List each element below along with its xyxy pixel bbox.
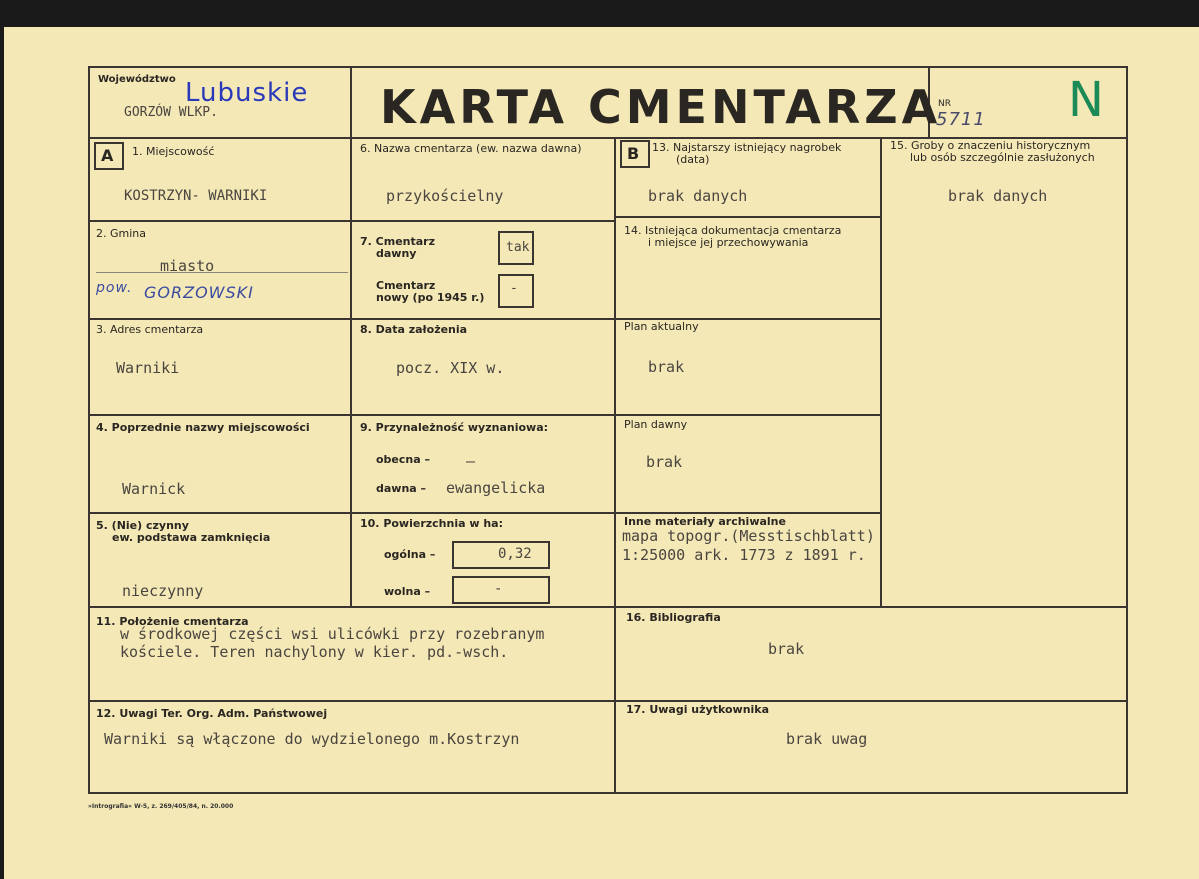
row-rule-3 bbox=[88, 414, 880, 416]
groby-label-2: lub osób szczególnie zasłużonych bbox=[910, 151, 1095, 164]
dokumentacja-label-1: 14. Istniejąca dokumentacja cmentarza bbox=[624, 224, 842, 237]
czynny-label-2: ew. podstawa zamknięcia bbox=[112, 531, 271, 544]
ogolna-value: 0,32 bbox=[498, 546, 532, 562]
nr-label: NR bbox=[938, 99, 951, 109]
row-rule-1b bbox=[614, 216, 880, 218]
uwagi-uzytkownika-label: 17. Uwagi użytkownika bbox=[626, 703, 770, 716]
section-b-box bbox=[620, 140, 650, 168]
obecna-label: obecna – bbox=[376, 453, 430, 466]
adres-value: Warniki bbox=[116, 359, 180, 377]
adres-label: 3. Adres cmentarza bbox=[96, 323, 204, 336]
row-rule-4 bbox=[88, 512, 880, 514]
uwagi-uzytkownika-value: brak uwag bbox=[786, 730, 868, 748]
nazwa-label: 6. Nazwa cmentarza (ew. nazwa dawna) bbox=[360, 142, 582, 155]
nazwa-value: przykościelny bbox=[386, 187, 504, 205]
polozenie-value-2: kościele. Teren nachylony w kier. pd.-wsch. bbox=[120, 643, 509, 661]
cmentarz-nowy-label-1: Cmentarz bbox=[376, 279, 436, 292]
cmentarz-dawny-label-2: dawny bbox=[376, 247, 417, 260]
nagrobek-value: brak danych bbox=[648, 187, 748, 205]
poprzednie-label: 4. Poprzednie nazwy miejscowości bbox=[96, 421, 310, 434]
wojewodztwo-stamp: Lubuskie bbox=[185, 78, 309, 108]
bibliografia-label: 16. Bibliografia bbox=[626, 611, 721, 624]
wojewodztwo-label: Województwo bbox=[98, 74, 176, 85]
dokumentacja-label-2: i miejsce jej przechowywania bbox=[648, 236, 809, 249]
plan-aktualny-value: brak bbox=[648, 358, 685, 376]
wolna-box bbox=[452, 576, 550, 604]
cmentarz-nowy-value: - bbox=[510, 281, 518, 296]
bibliografia-value: brak bbox=[768, 640, 805, 658]
dawna-value: ewangelicka bbox=[446, 479, 546, 497]
cmentarz-dawny-label-1: 7. Cmentarz bbox=[360, 235, 435, 248]
section-b-mark: B bbox=[627, 144, 640, 163]
czynny-label-1: 5. (Nie) czynny bbox=[96, 519, 189, 532]
inne-value-2: 1:25000 ark. 1773 z 1891 r. bbox=[622, 546, 866, 564]
wolna-value: - bbox=[494, 581, 503, 597]
card-title: KARTA CMENTARZA bbox=[380, 80, 942, 134]
wolna-label: wolna – bbox=[384, 585, 431, 598]
powierzchnia-label: 10. Powierzchnia w ha: bbox=[360, 517, 504, 530]
section-a-mark: A bbox=[101, 146, 114, 165]
cmentarz-dawny-box bbox=[498, 231, 534, 265]
row-rule-5 bbox=[88, 606, 1128, 608]
data-zalozenia-value: pocz. XIX w. bbox=[396, 359, 505, 377]
uwagi-adm-label: 12. Uwagi Ter. Org. Adm. Państwowej bbox=[96, 707, 328, 720]
polozenie-label: 11. Położenie cmentarza bbox=[96, 615, 249, 628]
gmina-label: 2. Gmina bbox=[96, 227, 146, 240]
data-zalozenia-label: 8. Data założenia bbox=[360, 323, 468, 336]
section-a-box bbox=[94, 142, 124, 170]
row-rule-6 bbox=[88, 700, 1128, 702]
dawna-label: dawna – bbox=[376, 482, 427, 495]
nagrobek-label-1: 13. Najstarszy istniejący nagrobek bbox=[652, 141, 842, 154]
ogolna-box bbox=[452, 541, 550, 569]
col-rule-3 bbox=[880, 137, 882, 608]
plan-aktualny-label: Plan aktualny bbox=[624, 320, 699, 333]
col-rule-2 bbox=[614, 137, 616, 792]
wyznanie-label: 9. Przynależność wyznaniowa: bbox=[360, 421, 549, 434]
gmina-hand-prefix: pow. bbox=[96, 280, 133, 296]
polozenie-value-1: w środkowej części wsi ulicówki przy rozebranym bbox=[120, 625, 545, 643]
gmina-divider bbox=[96, 272, 348, 273]
printer-imprint: »Intrografia« W-5, z. 269/405/84, n. 20.000 bbox=[88, 803, 234, 810]
col-rule-1 bbox=[350, 66, 352, 608]
miejscowosc-label: 1. Miejscowość bbox=[132, 145, 215, 158]
wojewodztwo-typed: GORZÓW WLKP. bbox=[124, 105, 218, 120]
letter-mark: N bbox=[1068, 72, 1104, 128]
inne-label: Inne materiały archiwalne bbox=[624, 515, 786, 528]
groby-value: brak danych bbox=[948, 187, 1048, 205]
poprzednie-value: Warnick bbox=[122, 480, 186, 498]
cmentarz-nowy-box bbox=[498, 274, 534, 308]
miejscowosc-value: KOSTRZYN- WARNIKI bbox=[124, 188, 268, 204]
gmina-hand: GORZOWSKI bbox=[144, 283, 254, 302]
right-border bbox=[1126, 66, 1128, 794]
row-rule-2 bbox=[88, 318, 880, 320]
groby-label-1: 15. Groby o znaczeniu historycznym bbox=[890, 139, 1091, 152]
inne-value-1: mapa topogr.(Messtischblatt) bbox=[622, 527, 875, 545]
bottom-border bbox=[88, 792, 1128, 794]
nr-value: 5711 bbox=[936, 109, 986, 130]
plan-dawny-value: brak bbox=[646, 453, 683, 471]
czynny-value: nieczynny bbox=[122, 582, 204, 600]
ogolna-label: ogólna – bbox=[384, 548, 436, 561]
uwagi-adm-value: Warniki są włączone do wydzielonego m.Kostrzyn bbox=[104, 730, 520, 748]
gmina-value: miasto bbox=[160, 257, 215, 275]
obecna-value: – bbox=[466, 452, 476, 470]
plan-dawny-label: Plan dawny bbox=[624, 418, 688, 431]
cmentarz-dawny-value: tak bbox=[506, 240, 530, 255]
left-border bbox=[88, 66, 90, 794]
top-border bbox=[88, 66, 1128, 68]
cmentarz-nowy-label-2: nowy (po 1945 r.) bbox=[376, 291, 485, 304]
nagrobek-label-2: (data) bbox=[676, 153, 710, 166]
